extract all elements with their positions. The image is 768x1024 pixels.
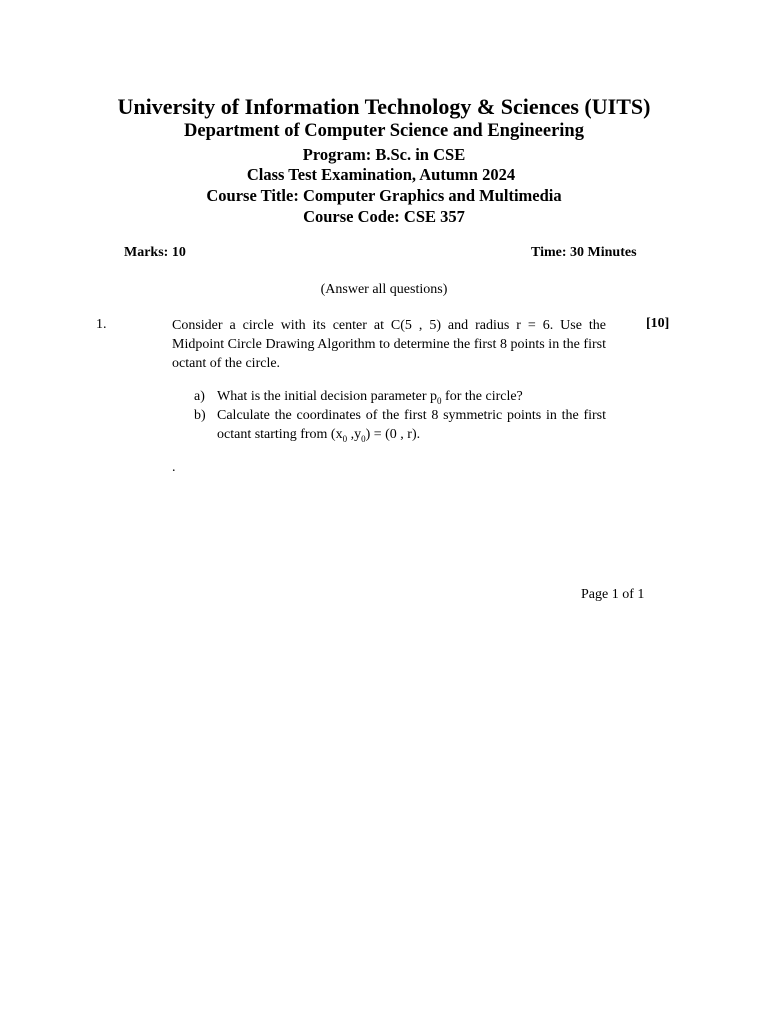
- sub-a-subscript: 0: [437, 395, 442, 406]
- sub-b-text-mid: ,y: [347, 427, 362, 442]
- page-number: Page 1 of 1: [581, 587, 645, 602]
- sub-question-a-label: a): [194, 389, 205, 404]
- university-title: University of Information Technology & Sciences (UITS): [117, 94, 651, 119]
- sub-b-text-after: ) = (0 , r).: [365, 427, 421, 442]
- sub-a-text-before: What is the initial decision parameter p: [217, 389, 438, 404]
- course-title-line: Course Title: Computer Graphics and Multimedia: [206, 186, 562, 205]
- exam-line: Class Test Examination, Autumn 2024: [246, 165, 516, 184]
- instruction-text: (Answer all questions): [320, 282, 448, 297]
- sub-question-b-label: b): [194, 408, 206, 423]
- department-title: Department of Computer Science and Engineering: [184, 121, 584, 141]
- sub-a-text-after: for the circle?: [441, 389, 523, 404]
- time-limit: Time: 30 Minutes: [531, 245, 637, 260]
- total-marks: Marks: 10: [124, 245, 186, 260]
- question-marks: [10]: [646, 316, 670, 331]
- sub-question-b: [194, 406, 606, 444]
- question-text: Consider a circle with its center at C(5 , 5) and radius r = 6. Use the Midpoint Circle Drawing Algorithm to determine the first 8 points in the first octant of the circle.: [172, 318, 606, 371]
- program-line: Program: B.Sc. in CSE: [302, 145, 466, 164]
- course-code-line: Course Code: CSE 357: [303, 207, 465, 226]
- sub-question-a: [194, 387, 606, 406]
- trailing-period: .: [172, 460, 176, 475]
- sub-b-subscript-1: 0: [342, 433, 348, 444]
- sub-b-text-before: Calculate the coordinates of the first 8 symmetric points in the first octant starting from (x: [217, 408, 606, 442]
- sub-question-a-text: [217, 387, 606, 406]
- sub-b-subscript-2: 0: [361, 433, 366, 444]
- sub-question-b-text: [217, 406, 606, 444]
- question-number: 1.: [96, 317, 107, 332]
